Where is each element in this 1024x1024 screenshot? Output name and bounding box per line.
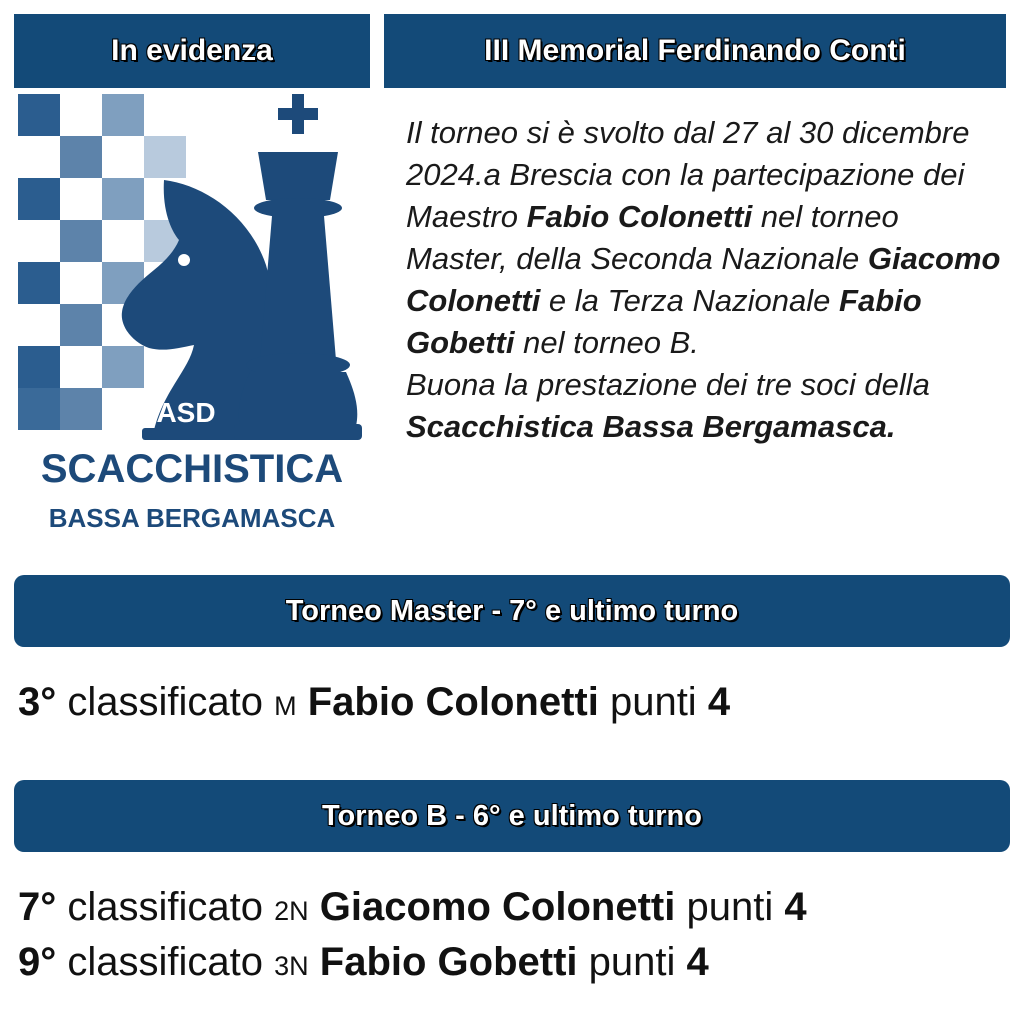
section-master-title: Torneo Master - 7° e ultimo turno [285, 594, 739, 627]
result-place: 7° [18, 885, 57, 929]
result-category: M [274, 691, 297, 721]
result-label: classificato [67, 680, 263, 724]
result-points: 4 [784, 885, 807, 929]
article-part: e la Terza Nazionale [540, 283, 840, 318]
article-part: Buona la prestazione dei tre soci della [406, 367, 930, 402]
checkerboard-pattern [18, 94, 186, 430]
article-part: nel torneo Master, della Seconda Nazionale [406, 199, 899, 276]
result-points-label: punti [686, 885, 774, 929]
header-in-evidenza [14, 14, 370, 88]
result-player: Giacomo Colonetti [319, 885, 676, 929]
article-part: . [886, 409, 896, 444]
club-logo-graphic [14, 90, 370, 540]
article-name: Scacchistica Bassa Bergamasca [406, 409, 887, 444]
result-row [18, 940, 709, 985]
article-text [406, 112, 1006, 448]
result-points-label: punti [609, 680, 697, 724]
result-category: 2N [274, 896, 309, 926]
article-name: Fabio Colonetti [526, 199, 753, 234]
result-points-label: punti [588, 940, 676, 984]
result-place: 9° [18, 940, 57, 984]
result-player: Fabio Colonetti [307, 680, 599, 724]
section-b-title: Torneo B - 6° e ultimo turno [322, 799, 702, 832]
club-logo [14, 90, 370, 540]
logo-subname: BASSA BERGAMASCA [48, 503, 336, 533]
header-memorial-title [384, 14, 1006, 88]
header-left-title: In evidenza [111, 34, 273, 67]
result-label: classificato [67, 885, 263, 929]
article-name: Fabio Gobetti [406, 283, 922, 360]
logo-badge: ASD [156, 397, 216, 428]
result-row [18, 680, 730, 725]
result-category: 3N [274, 951, 309, 981]
result-points: 4 [707, 680, 731, 724]
result-player: Fabio Gobetti [319, 940, 578, 984]
article-part: Il torneo si è svolto dal 27 al 30 dicembre 2024.a Brescia con la partecipazione dei Maestro [406, 115, 970, 234]
article-name: Giacomo Colonetti [406, 241, 1001, 318]
result-label: classificato [67, 940, 263, 984]
result-place: 3° [18, 680, 57, 724]
article-part: nel torneo B. [514, 325, 699, 360]
result-points: 4 [686, 940, 709, 984]
header-right-title: III Memorial Ferdinando Conti [484, 34, 906, 67]
section-master-header [14, 575, 1010, 647]
logo-name: SCACCHISTICA [40, 447, 344, 491]
result-row [18, 885, 807, 930]
section-b-header [14, 780, 1010, 852]
